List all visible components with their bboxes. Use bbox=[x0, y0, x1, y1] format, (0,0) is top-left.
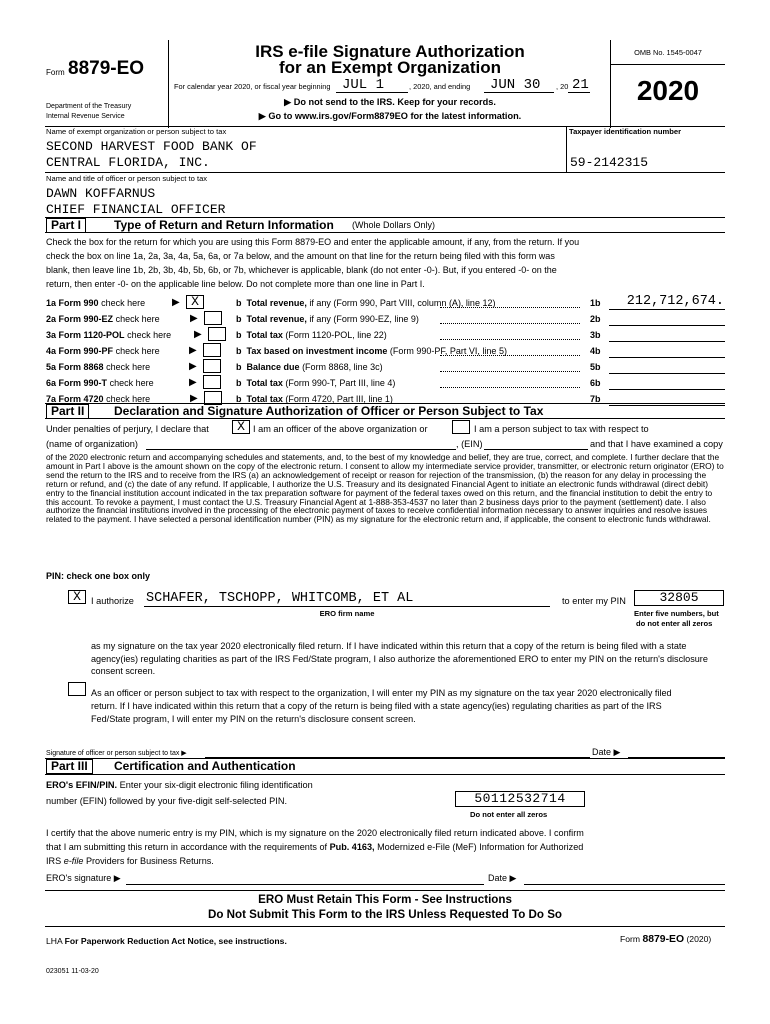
line-code: 6b bbox=[590, 378, 601, 388]
part1-subtitle: (Whole Dollars Only) bbox=[352, 220, 436, 230]
person-checkbox[interactable] bbox=[452, 420, 470, 434]
line-b-text: (Form 1120-POL, line 22) bbox=[285, 330, 387, 340]
line-a-checkbox[interactable] bbox=[203, 359, 221, 373]
efin-note: Do not enter all zeros bbox=[470, 810, 548, 819]
irs-label: Internal Revenue Service bbox=[46, 113, 125, 120]
line-b-letter: b bbox=[236, 346, 242, 356]
line-b-label bbox=[236, 314, 419, 324]
line-code: 7b bbox=[590, 394, 601, 404]
line-b-text: (Form 8868, line 3c) bbox=[302, 362, 383, 372]
org-name-line1: SECOND HARVEST FOOD BANK OF bbox=[46, 139, 257, 154]
efin-pin-value[interactable]: 50112532714 bbox=[455, 791, 585, 807]
name-of-organization-label: (name of organization) bbox=[46, 439, 138, 449]
line-a-checkbox[interactable]: X bbox=[186, 295, 204, 309]
footer-form-year: (2020) bbox=[686, 934, 712, 944]
org-name-label: Name of exempt organization or person subject to tax bbox=[46, 127, 227, 136]
catalog-code: 023051 11-03-20 bbox=[46, 968, 99, 975]
cert3-b: Providers for Business Returns. bbox=[85, 856, 214, 866]
form-label: Form bbox=[46, 68, 65, 77]
officer-signature-label: Signature of officer or person subject to tax ▶ bbox=[46, 750, 187, 757]
line-b-bold: Balance due bbox=[246, 362, 300, 372]
line-a-form: Form 990-PF bbox=[58, 346, 114, 356]
line-a-text: check here bbox=[106, 362, 151, 372]
line-b-letter: b bbox=[236, 298, 242, 308]
line-b-letter: b bbox=[236, 314, 242, 324]
paperwork-notice: For Paperwork Reduction Act Notice, see instructions. bbox=[64, 936, 287, 946]
line-a-num: 6a bbox=[46, 378, 57, 388]
ero-signature-line[interactable] bbox=[126, 884, 484, 885]
line-code: 2b bbox=[590, 314, 601, 324]
year-prefix: , 20 bbox=[556, 82, 569, 91]
officer-title: CHIEF FINANCIAL OFFICER bbox=[46, 202, 226, 217]
not-all-zeros-note: do not enter all zeros bbox=[636, 619, 713, 628]
lha-line bbox=[46, 936, 287, 946]
line-a-checkbox[interactable] bbox=[208, 327, 226, 341]
tin-label: Taxpayer identification number bbox=[569, 127, 682, 136]
officer-name: DAWN KOFFARNUS bbox=[46, 186, 156, 201]
line-a-text: check here bbox=[106, 394, 151, 404]
do-not-send-note: ▶ Do not send to the IRS. Keep for your records. bbox=[284, 97, 496, 107]
line-a-num: 5a bbox=[46, 362, 57, 372]
retain-notice-1: ERO Must Retain This Form - See Instructions bbox=[258, 893, 512, 906]
line-a-label bbox=[46, 330, 171, 340]
ero-firm-name: SCHAFER, TSCHOPP, WHITCOMB, ET AL bbox=[146, 591, 414, 606]
part1-instruction-4: return, then enter -0- on the applicable line below. Do not complete more than one line in Part I. bbox=[46, 279, 425, 289]
person-option-text: I am a person subject to tax with respect to bbox=[474, 424, 649, 434]
line-a-num: 4a bbox=[46, 346, 57, 356]
pin-check-title: PIN: check one box only bbox=[46, 571, 151, 581]
arrow-icon: ▶ bbox=[190, 313, 198, 324]
ein-label: , (EIN) bbox=[456, 439, 483, 449]
fiscal-begin-date: JUL 1 bbox=[342, 77, 385, 93]
part2-title: Declaration and Signature Authorization of Officer or Person Subject to Tax bbox=[114, 404, 544, 418]
line-a-checkbox[interactable] bbox=[204, 311, 222, 325]
form-title-line2: for an Exempt Organization bbox=[279, 58, 501, 77]
part3-title: Certification and Authentication bbox=[114, 759, 296, 773]
line-a-label bbox=[46, 298, 145, 308]
fiscal-end-year: 21 bbox=[572, 77, 589, 93]
certification-line-2 bbox=[46, 842, 583, 852]
line-a-label bbox=[46, 346, 160, 356]
line-a-form: Form 1120-POL bbox=[58, 330, 125, 340]
self-enter-paragraph: As an officer or person subject to tax with respect to the organization, I will enter my PIN as my signature on the tax year 2020 electronically filed return. If I have indicated within this return that a copy of the return is being filed with a state agency(ies) regulating charities as part of the IRS Fed/State program, I will enter my PIN on the return's disclosure consent screen. bbox=[91, 688, 672, 724]
part1-instruction-1: Check the box for the return for which you are using this Form 8879-EO and enter the applicable amount, if any, from the return. If you bbox=[46, 237, 580, 247]
line-a-text: check here bbox=[127, 330, 172, 340]
dept-label: Department of the Treasury bbox=[46, 103, 132, 110]
officer-pin[interactable]: 32805 bbox=[634, 590, 724, 606]
lha-label: LHA bbox=[46, 936, 63, 946]
line-a-text: check here bbox=[115, 314, 160, 324]
part1-label: Part I bbox=[46, 218, 86, 233]
fiscal-end-date: JUN 30 bbox=[490, 77, 541, 93]
org-name-line2: CENTRAL FLORIDA, INC. bbox=[46, 155, 210, 170]
officer-date-label: Date ▶ bbox=[592, 747, 621, 757]
line-b-bold: Tax based on investment income bbox=[246, 346, 388, 356]
cert2-b: Modernized e-File (MeF) Information for Authorized bbox=[377, 842, 584, 852]
ero-date-label: Date ▶ bbox=[488, 873, 517, 883]
line-a-num: 1a bbox=[46, 298, 57, 308]
self-enter-pin-checkbox[interactable] bbox=[68, 682, 86, 696]
line-b-text: (Form 990-PF, Part VI, line 5) bbox=[389, 346, 507, 356]
cert3-a: IRS bbox=[46, 856, 62, 866]
line-code: 5b bbox=[590, 362, 601, 372]
line-a-form: Form 990 bbox=[58, 298, 99, 308]
tax-year: 2020 bbox=[636, 75, 700, 106]
line-b-letter: b bbox=[236, 362, 242, 372]
line-a-checkbox[interactable] bbox=[203, 375, 221, 389]
ero-signature-label: ERO's signature ▶ bbox=[46, 873, 121, 883]
ero-authorize-checkbox[interactable]: X bbox=[68, 590, 86, 604]
part1-instruction-3: blank, then leave line 1b, 2b, 3b, 4b, 5b, 6b, or 7b, whichever is applicable, blank (do not enter -0-). But, if you entered -0- on the bbox=[46, 265, 557, 275]
authorize-paragraph: as my signature on the tax year 2020 electronically filed return. If I have indicated within this return that a copy of the return is being filed with a state agency(ies) regulating charities as part of the IRS Fed/State program, I also authorize the aforementioned ERO to enter my PIN on the return's disclosure consent screen. bbox=[91, 641, 708, 677]
line-b-bold: Total revenue, bbox=[246, 298, 307, 308]
arrow-icon: ▶ bbox=[189, 361, 197, 372]
part3-label: Part III bbox=[46, 759, 93, 774]
five-numbers-note: Enter five numbers, but bbox=[634, 609, 719, 618]
line-b-bold: Total tax bbox=[246, 378, 283, 388]
arrow-icon: ▶ bbox=[194, 329, 202, 340]
line-b-text: (Form 990-T, Part III, line 4) bbox=[285, 378, 396, 388]
line-a-text: check here bbox=[101, 298, 146, 308]
line-a-num: 3a bbox=[46, 330, 57, 340]
line-code: 1b bbox=[590, 298, 601, 308]
line-b-label bbox=[236, 378, 395, 388]
enter-pin-text: to enter my PIN bbox=[562, 596, 626, 606]
efin-title: ERO's EFIN/PIN. bbox=[46, 780, 118, 790]
line-a-form: Form 990-T bbox=[58, 378, 108, 388]
arrow-icon: ▶ bbox=[172, 297, 180, 308]
line-b-label bbox=[236, 362, 383, 372]
line-a-form: Form 4720 bbox=[58, 394, 104, 404]
line-code: 4b bbox=[590, 346, 601, 356]
certification-line-3 bbox=[46, 856, 214, 866]
cert3-efile: e-file bbox=[63, 856, 84, 866]
line-b-text: if any (Form 990-EZ, line 9) bbox=[309, 314, 419, 324]
line-a-checkbox[interactable] bbox=[203, 343, 221, 357]
retain-notice-2: Do Not Submit This Form to the IRS Unless Requested To Do So bbox=[207, 908, 563, 921]
certification-line-1: I certify that the above numeric entry is my PIN, which is my signature on the 2020 electronically filed return indicated above. I confirm bbox=[46, 828, 584, 838]
efin-title-line bbox=[46, 780, 313, 790]
goto-url-note: ▶ Go to www.irs.gov/Form8879EO for the latest information. bbox=[258, 111, 522, 121]
ero-date-line[interactable] bbox=[524, 884, 725, 885]
line-b-bold: Total tax bbox=[246, 330, 283, 340]
line-a-text: check here bbox=[115, 346, 160, 356]
authorize-text: I authorize bbox=[91, 596, 134, 606]
examined-text: and that I have examined a copy bbox=[590, 439, 723, 449]
line-a-form: Form 990-EZ bbox=[58, 314, 114, 324]
ero-firm-label: ERO firm name bbox=[319, 609, 375, 618]
officer-option-text: I am an officer of the above organization or bbox=[253, 424, 428, 434]
line-a-label bbox=[46, 314, 160, 324]
form-number: 8879-EO bbox=[68, 58, 145, 79]
arrow-icon: ▶ bbox=[190, 393, 198, 404]
part1-title: Type of Return and Return Information bbox=[114, 218, 334, 232]
part1-instruction-2: check the box on line 1a, 2a, 3a, 4a, 5a, 6a, or 7a below, and the amount on that line for the return being filed with this form was bbox=[46, 251, 555, 261]
line-b-text: (Form 4720, Part III, line 1) bbox=[285, 394, 393, 404]
tin-value: 59-2142315 bbox=[570, 155, 649, 170]
footer-form-id bbox=[620, 934, 711, 945]
line-code: 3b bbox=[590, 330, 601, 340]
line-b-label bbox=[236, 330, 387, 340]
line-a-num: 7a bbox=[46, 394, 57, 404]
line-b-bold: Total revenue, bbox=[246, 314, 307, 324]
efin-text: Enter your six-digit electronic filing identification bbox=[119, 780, 313, 790]
arrow-icon: ▶ bbox=[189, 345, 197, 356]
form-title-line1: IRS e-file Signature Authorization bbox=[255, 42, 525, 61]
footer-form-number: 8879-EO bbox=[642, 934, 685, 945]
officer-checkbox[interactable]: X bbox=[232, 420, 250, 434]
line-b-bold: Total tax bbox=[246, 394, 283, 404]
line-a-text: check here bbox=[109, 378, 154, 388]
line-a-label bbox=[46, 378, 154, 388]
omb-number: OMB No. 1545-0047 bbox=[634, 48, 702, 57]
line-amount[interactable]: 212,712,674. bbox=[626, 294, 724, 309]
line-a-num: 2a bbox=[46, 314, 57, 324]
line-b-text: if any (Form 990, Part VIII, column (A), line 12) bbox=[309, 298, 496, 308]
part2-label: Part II bbox=[46, 404, 89, 419]
line-b-letter: b bbox=[236, 378, 242, 388]
declaration-body: of the 2020 electronic return and accompanying schedules and statements, and, to the best of my knowledge and belief, they are true, correct, and complete. I further declare that the amount in Part I above is the amount shown on the copy of the electronic return. I consent to allow my intermediate service provider, transmitter, or electronic return originator (ERO) to send the return to the IRS and to receive from the IRS (a) an acknowledgement of receipt or reason for rejection of the transmission, (b) the reason for any delay in processing the return or refund, and (c) the date of any refund. If applicable, I authorize the U.S. Treasury and its designated Financial Agent to initiate an electronic funds withdrawal (direct debit) entry to the financial institution account indicated in the tax preparation software for payment of the federal taxes owed on this return, and the financial institution to debit the entry to this account. To revoke a payment, I must contact the U.S. Treasury Financial Agent at 1-888-353-4537 no later than 2 business days prior to the payment (settlement) date. I also authorize the financial institutions involved in the processing of the electronic payment of taxes to receive confidential information necessary to answer inquiries and resolve issues related to the payment. I have selected a personal identification number (PIN) as my signature for the electronic return and, if applicable, the consent to electronic funds withdrawal. bbox=[46, 452, 724, 525]
calendar-text: For calendar year 2020, or fiscal year beginning bbox=[174, 82, 331, 91]
officer-label: Name and title of officer or person subject to tax bbox=[46, 174, 208, 183]
efin-text-2: number (EFIN) followed by your five-digit self-selected PIN. bbox=[46, 796, 288, 806]
line-a-form: Form 8868 bbox=[58, 362, 104, 372]
line-b-letter: b bbox=[236, 394, 242, 404]
calendar-mid-text: , 2020, and ending bbox=[409, 82, 471, 91]
declaration-intro: Under penalties of perjury, I declare that bbox=[46, 424, 209, 434]
footer-form-word: Form bbox=[620, 934, 641, 944]
pub-4163: Pub. 4163, bbox=[329, 842, 375, 852]
cert2-a: that I am submitting this return in accordance with the requirements of bbox=[46, 842, 328, 852]
line-a-label bbox=[46, 362, 150, 372]
line-b-letter: b bbox=[236, 330, 242, 340]
arrow-icon: ▶ bbox=[189, 377, 197, 388]
